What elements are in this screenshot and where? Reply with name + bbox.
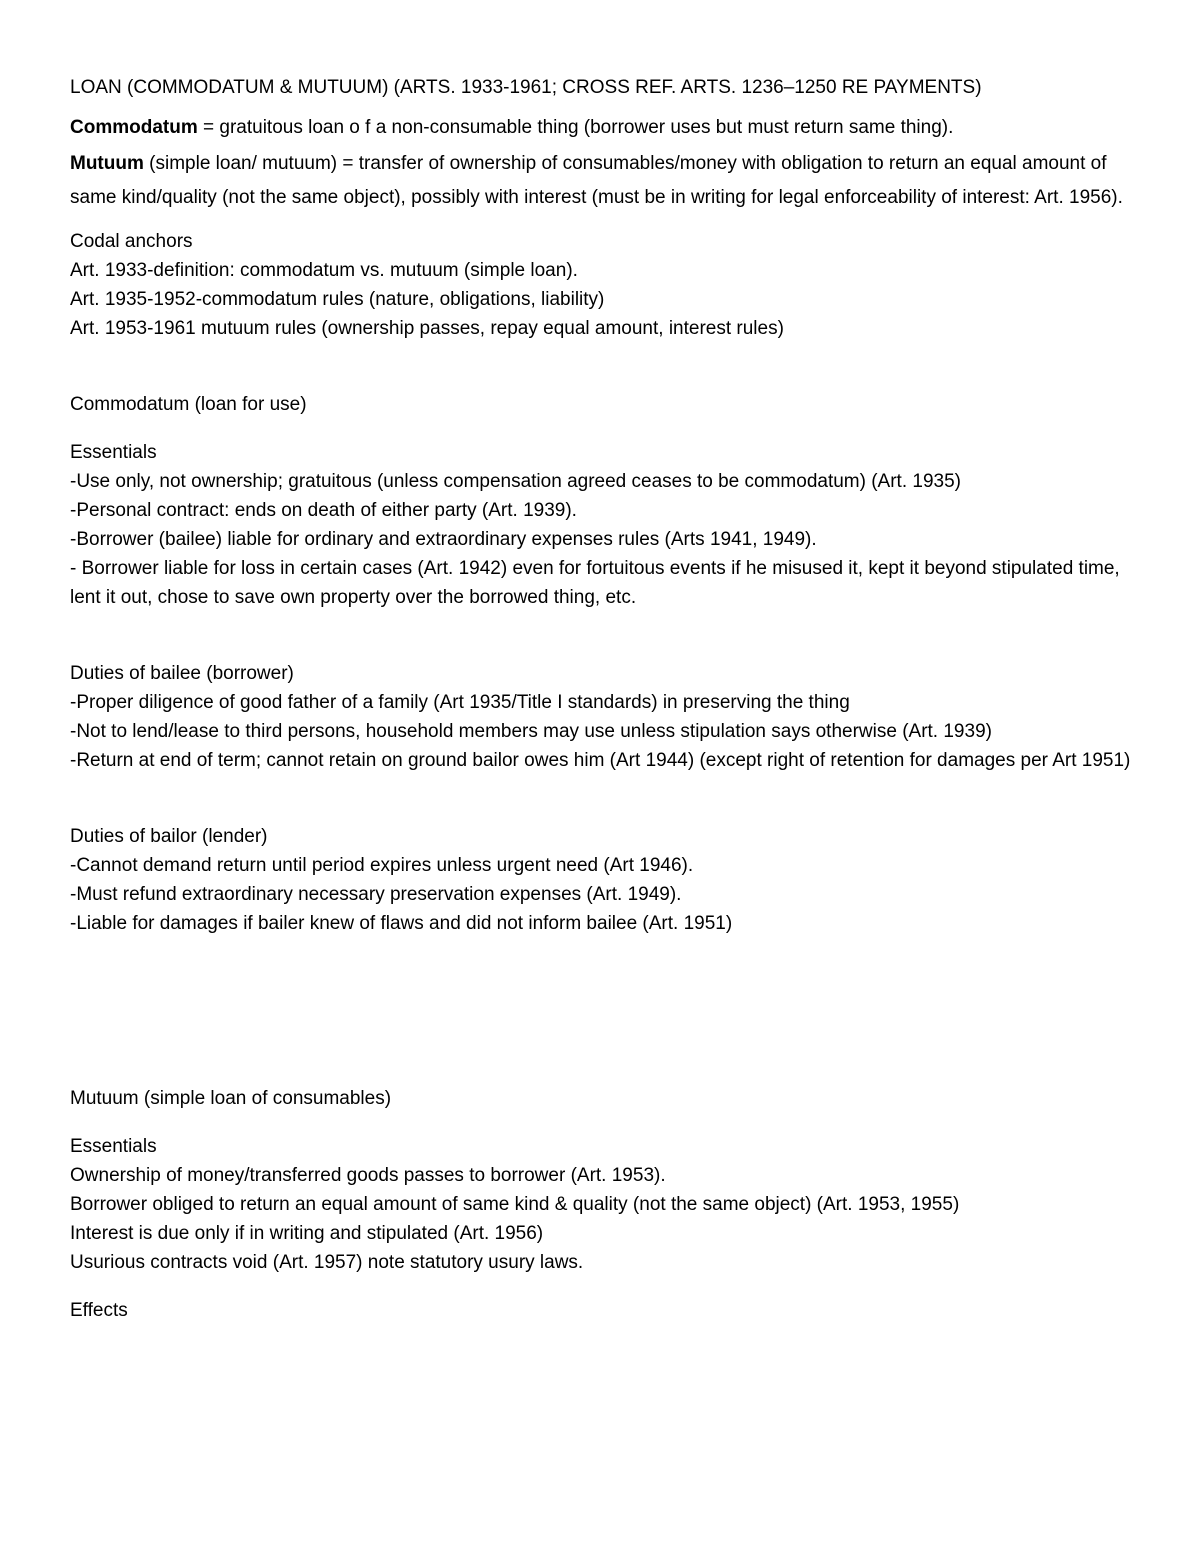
list-item: -Proper diligence of good father of a family (Art 1935/Title I standards) in preserving the thing (70, 692, 850, 713)
mutuum-essentials-heading: Essentials (70, 1136, 157, 1157)
document-title: LOAN (COMMODATUM & MUTUUM) (ARTS. 1933-1961; CROSS REF. ARTS. 1236–1250 RE PAYMENTS) (70, 77, 982, 98)
list-item: Interest is due only if in writing and stipulated (Art. 1956) (70, 1223, 544, 1244)
list-item: -Borrower (bailee) liable for ordinary and extraordinary expenses rules (Arts 1941, 1949). (70, 529, 817, 550)
mutuum-section (70, 1084, 1140, 1325)
list-item: -Liable for damages if bailer knew of flaws and did not inform bailee (Art. 1951) (70, 913, 733, 934)
list-item: -Not to lend/lease to third persons, household members may use unless stipulation says otherwise (Art. 1939) (70, 721, 992, 742)
codal-anchors-heading: Codal anchors (70, 231, 193, 252)
mutuum-heading: Mutuum (simple loan of consumables) (70, 1088, 392, 1109)
list-item: -Cannot demand return until period expires unless urgent need (Art 1946). (70, 855, 694, 876)
list-item: Usurious contracts void (Art. 1957) note statutory usury laws. (70, 1252, 584, 1273)
codal-line: Art. 1953-1961 mutuum rules (ownership passes, repay equal amount, interest rules) (70, 318, 784, 339)
list-item: -Must refund extraordinary necessary preservation expenses (Art. 1949). (70, 884, 682, 905)
list-item: Borrower obliged to return an equal amount of same kind & quality (not the same object) (Art. 1953, 1955) (70, 1194, 960, 1215)
codal-line: Art. 1935-1952-commodatum rules (nature, obligations, liability) (70, 289, 605, 310)
mutuum-definition (70, 147, 1140, 215)
codal-line: Art. 1933-definition: commodatum vs. mutuum (simple loan). (70, 260, 578, 281)
mutuum-definition-text: (simple loan/ mutuum) = transfer of ownership of consumables/money with obligation to return an equal amount of same kind/quality (not the same object), possibly with interest (must be in writing for legal enforceability of interest: Art. 1956). (70, 153, 1123, 208)
bailor-duties-heading: Duties of bailor (lender) (70, 826, 268, 847)
commodatum-definition-text: = gratuitous loan o f a non-consumable thing (borrower uses but must return same thing). (197, 117, 954, 138)
commodatum-section (70, 390, 1140, 938)
document-page (70, 73, 1140, 1325)
mutuum-term: Mutuum (70, 153, 144, 174)
effects-heading: Effects (70, 1300, 128, 1321)
list-item: -Personal contract: ends on death of either party (Art. 1939). (70, 500, 577, 521)
list-item: Ownership of money/transferred goods passes to borrower (Art. 1953). (70, 1165, 666, 1186)
codal-anchors-section (70, 227, 1140, 343)
commodatum-term: Commodatum (70, 117, 198, 138)
list-item: -Return at end of term; cannot retain on ground bailor owes him (Art 1944) (except right of retention for damages per Art 1951) (70, 750, 1131, 771)
commodatum-essentials-heading: Essentials (70, 442, 157, 463)
list-item: - Borrower liable for loss in certain cases (Art. 1942) even for fortuitous events if he misused it, kept it beyond stipulated time, lent it out, chose to save own property over the borrowed thing, etc. (70, 558, 1120, 608)
list-item: -Use only, not ownership; gratuitous (unless compensation agreed ceases to be commodatum) (Art. 1935) (70, 471, 961, 492)
commodatum-heading: Commodatum (loan for use) (70, 394, 307, 415)
bailee-duties-heading: Duties of bailee (borrower) (70, 663, 294, 684)
commodatum-definition (70, 113, 1140, 142)
